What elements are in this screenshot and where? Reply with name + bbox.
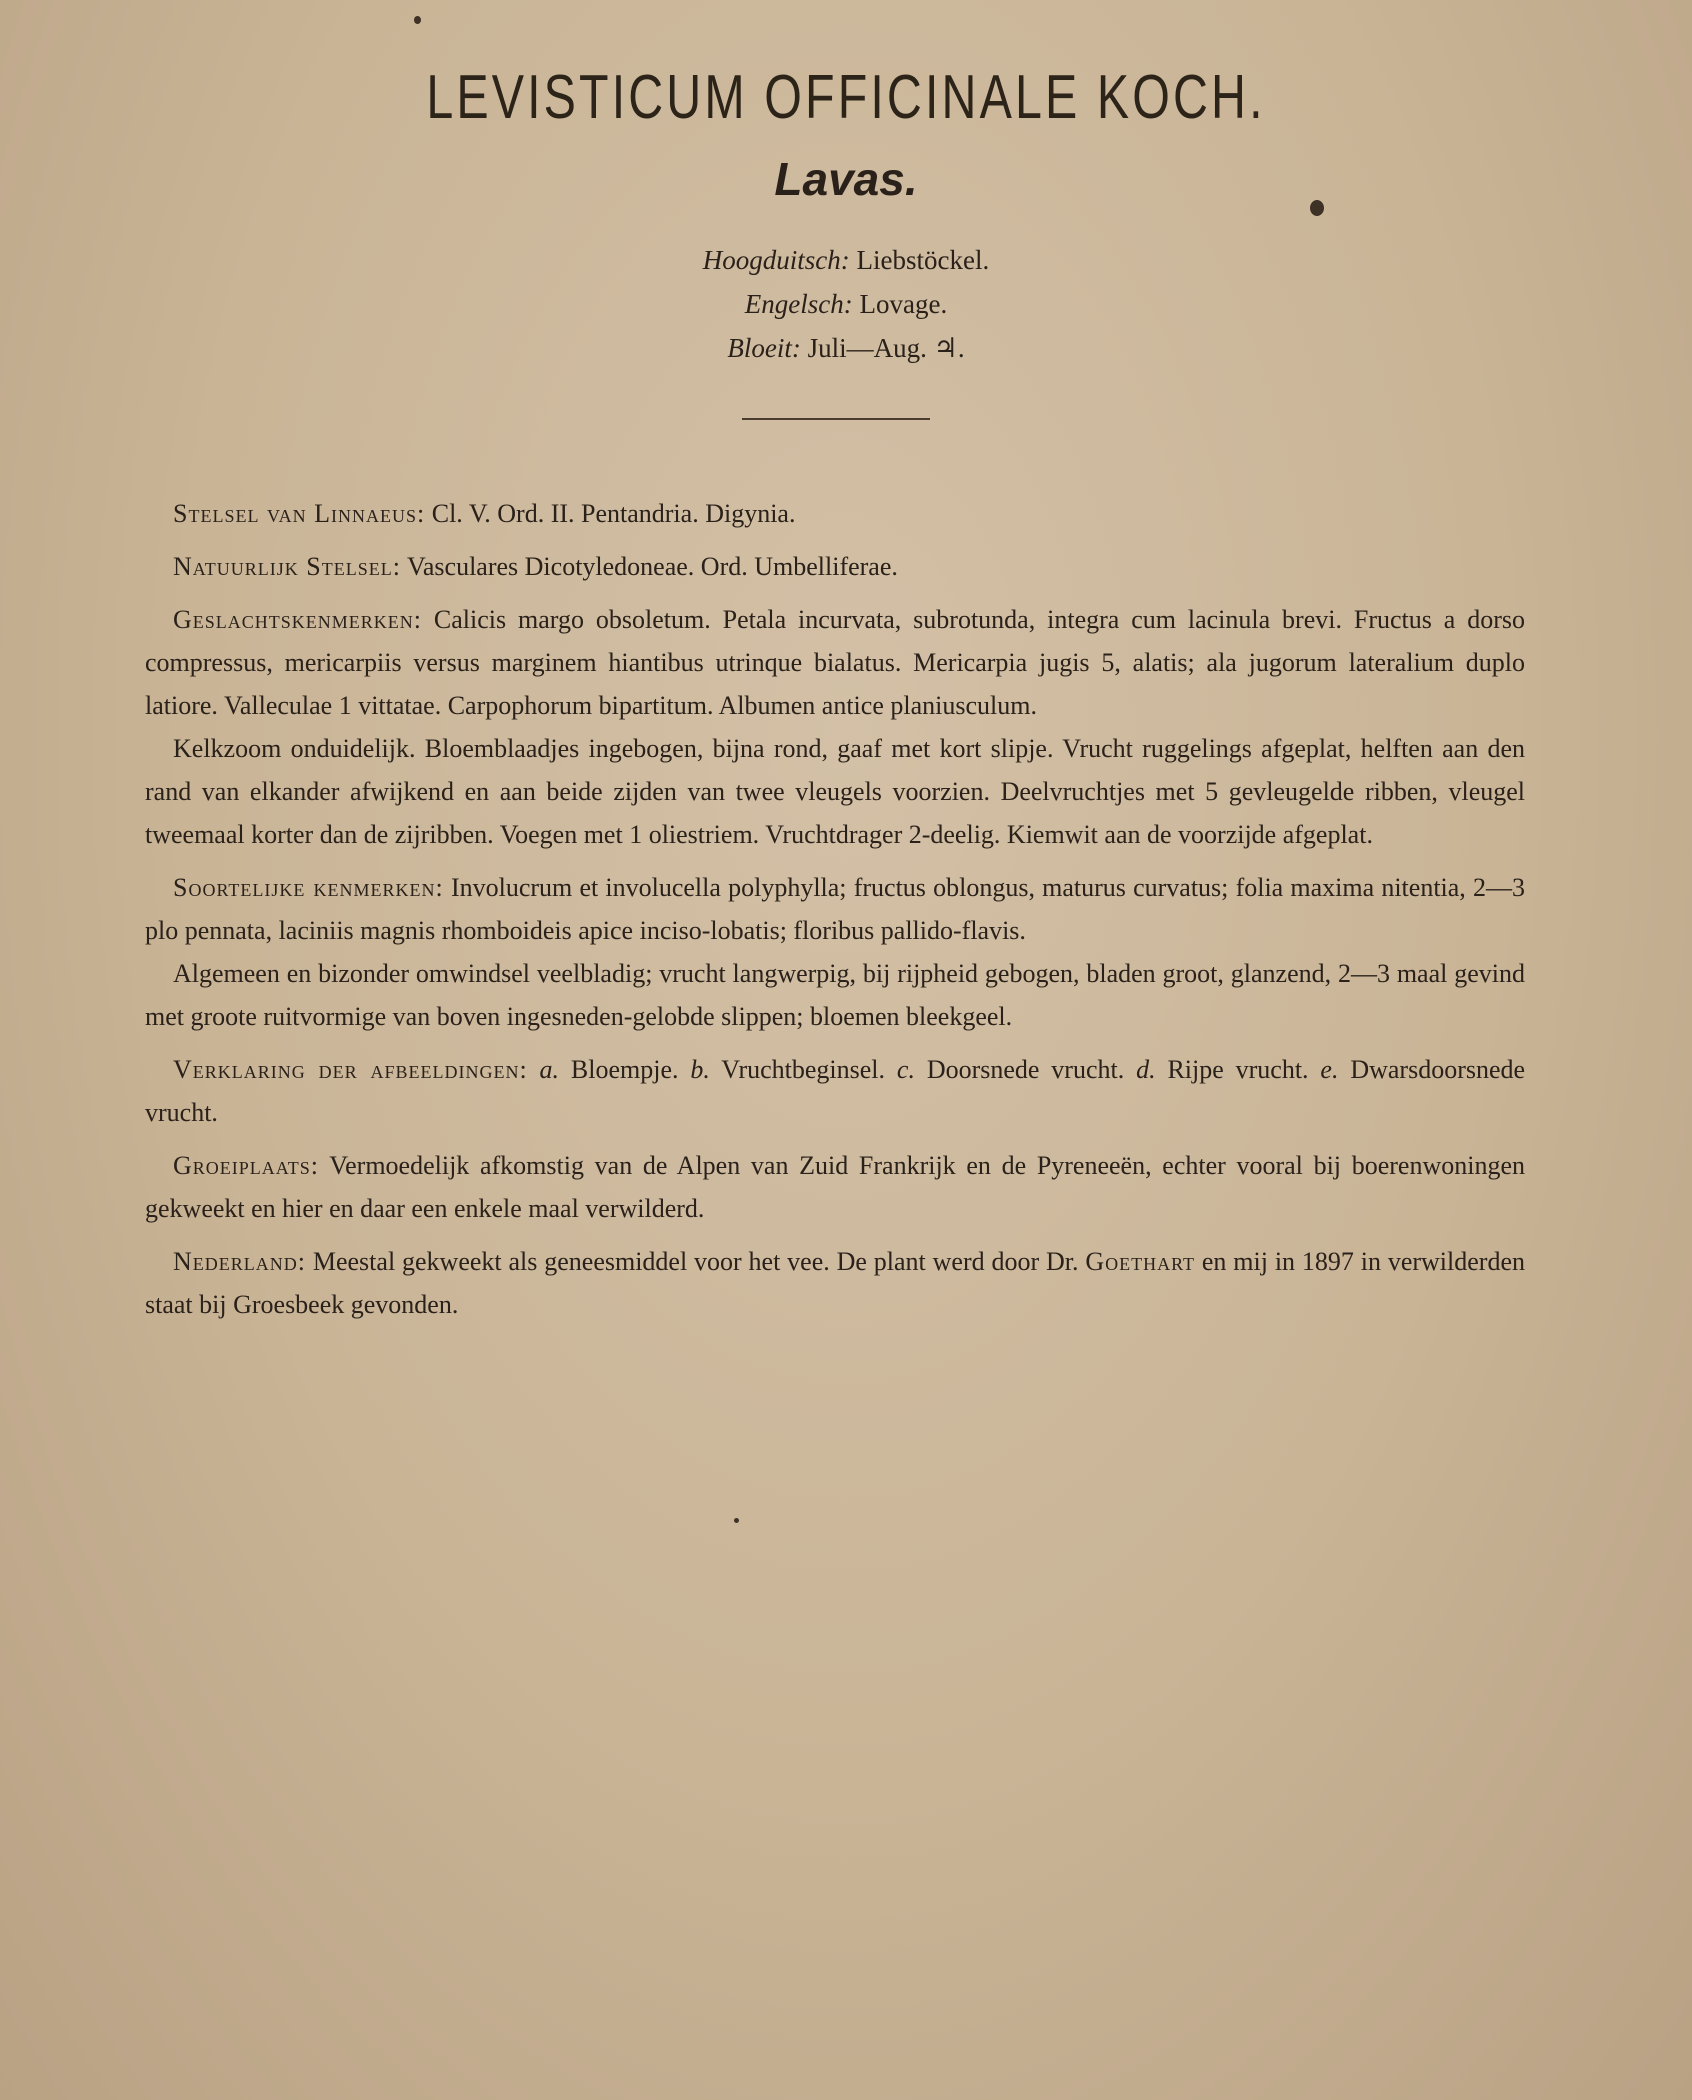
divider bbox=[742, 418, 930, 420]
speck bbox=[414, 16, 421, 24]
figures-paragraph: Verklaring der afbeeldingen: a. Bloempje. b. Vruchtbeginsel. c. Doorsnede vrucht. d. Rijpe vrucht. e. Dwarsdoorsnede vrucht. bbox=[145, 1055, 1526, 1127]
page-subtitle: Lavas. bbox=[774, 153, 918, 205]
genus-dutch-paragraph: Kelkzoom onduidelijk. Bloemblaadjes ingebogen, bijna rond, gaaf met kort slipje. Vrucht ruggelings afgeplat, helften aan den rand van elkander afwijkend en aan beide zijden van twee vleugels voorzien. Deelvruchtjes met 5 gevleugelde ribben, vleugel tweemaal korter dan de zijribben. Voegen met 1 oliestriem. Vruchtdrager 2-deelig. Kiemwit aan de voorzijde afgeplat. bbox=[145, 734, 1525, 849]
species-dutch-paragraph: Algemeen en bizonder omwindsel veelbladig; vrucht langwerpig, bij rijpheid gebogen, bladen groot, glanzend, 2—3 maal gevind met groote ruitvormige van boven ingesneden-gelobde slippen; bloemen bleekgeel. bbox=[145, 959, 1525, 1031]
description-body bbox=[145, 492, 1525, 1336]
habitat-paragraph: Groeiplaats: Vermoedelijk afkomstig van de Alpen van Zuid Frankrijk en de Pyreneeën, echter vooral bij boerenwoningen gekweekt en hier en daar een enkele maal verwilderd. bbox=[145, 1151, 1525, 1223]
name-line: Engelsch: Lovage. bbox=[744, 289, 948, 319]
name-line: Bloeit: Juli—Aug. ♃. bbox=[727, 333, 965, 363]
speck bbox=[734, 1518, 739, 1523]
common-names bbox=[0, 238, 1692, 370]
species-paragraph: Soortelijke kenmerken: Involucrum et involucella polyphylla; fructus oblongus, maturus curvatus; folia maxima nitentia, 2—3 plo pennata, laciniis magnis rhomboideis apice inciso-lobatis; floribus pallido-flavis. bbox=[145, 873, 1525, 945]
page-title: LEVISTICUM OFFICINALE KOCH. bbox=[426, 63, 1266, 132]
genus-paragraph: Geslachtskenmerken: Calicis margo obsoletum. Petala incurvata, subrotunda, integra cum lacinula brevi. Fructus a dorso compressus, mericarpiis versus marginem hiantibus utrinque bialatus. Mericarpia jugis 5, alatis; ala jugorum lateralium duplo latiore. Valleculae 1 vittatae. Carpophorum bipartitum. Albumen antice planiusculum. bbox=[145, 605, 1526, 720]
linnaeus-paragraph: Stelsel van Linnaeus: Cl. V. Ord. II. Pentandria. Digynia. bbox=[173, 499, 796, 528]
name-line: Hoogduitsch: Liebstöckel. bbox=[702, 245, 990, 275]
netherlands-paragraph: Nederland: Meestal gekweekt als geneesmiddel voor het vee. De plant werd door Dr. Goethart en mij in 1897 in verwilderden staat bij Groesbeek gevonden. bbox=[145, 1247, 1525, 1319]
natural-system-paragraph: Natuurlijk Stelsel: Vasculares Dicotyledoneae. Ord. Umbelliferae. bbox=[173, 552, 898, 581]
